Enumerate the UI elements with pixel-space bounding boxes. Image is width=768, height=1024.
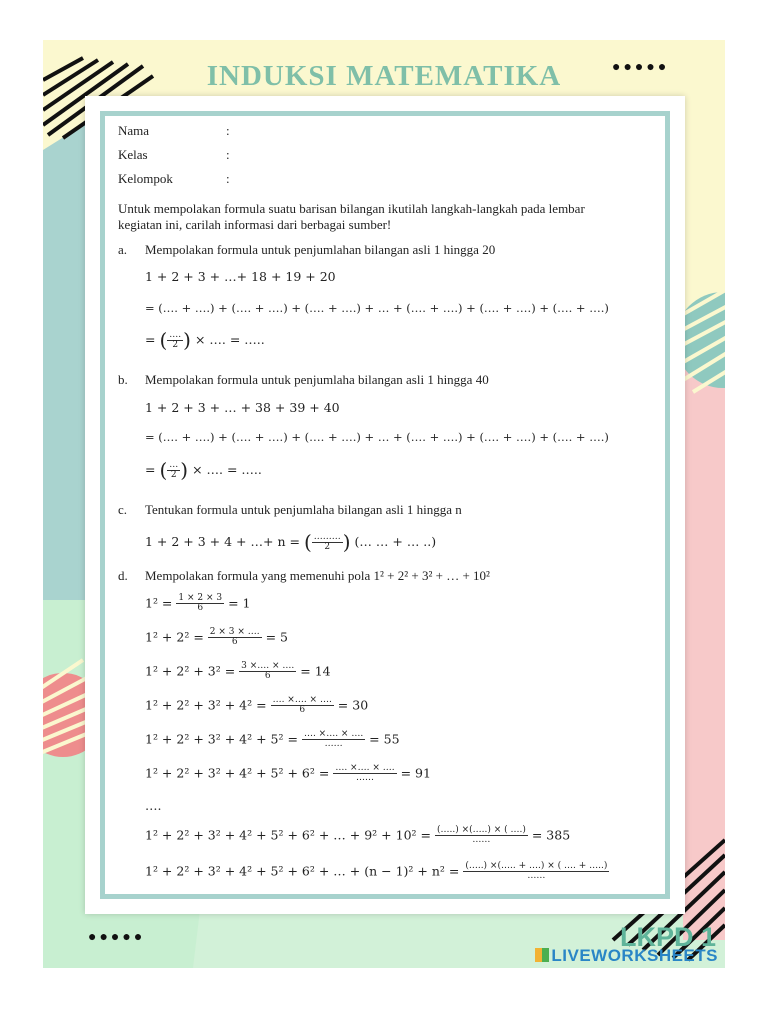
pattern-ellipsis: …. — [145, 798, 162, 813]
section-label: c. — [118, 502, 128, 517]
pattern-rhs: = 30 — [337, 697, 369, 713]
pattern-lhs: 1² + 2² + 3² + 4² = — [145, 697, 267, 713]
intro-line-1: Untuk mempolakan formula suatu barisan bilangan ikutilah langkah-langkah pada lembar — [118, 201, 585, 216]
pattern-row-n — [145, 862, 609, 882]
section-c-line-1: 1 + 2 + 3 + 4 + …+ n = ( $\frac{\dots\dots\dots}{2}$ ) (… … + … ..) — [145, 530, 437, 554]
section-c-heading — [118, 502, 462, 518]
section-text: Mempolakan formula yang memenuhi pola 1² + 2² + 3² + … + 10² — [145, 568, 490, 583]
section-d-heading — [118, 568, 490, 584]
pattern-lhs: 1² + 2² + 3² + 4² + 5² + 6² = — [145, 765, 330, 781]
section-a-line-3: = ( $\frac{\dots.}{2}$ ) × …. = ….. — [145, 328, 265, 352]
fraction: $\frac{\dots. \times\dots. \times \dots.}{6}$ — [272, 695, 332, 716]
fraction: $\frac{\dots. \times\dots. \times \dots.}{\dots\dots}$ — [303, 729, 364, 750]
pattern-lhs: 1² = — [145, 595, 173, 611]
pattern-row-5 — [145, 730, 400, 750]
liveworksheets-watermark — [535, 946, 718, 966]
pattern-rhs: = 5 — [265, 629, 289, 645]
pattern-row-2 — [145, 628, 288, 648]
field-label: Kelompok — [118, 171, 173, 186]
line-text: (… … + … ..) — [354, 534, 437, 549]
pattern-rhs: = 55 — [369, 731, 400, 747]
section-text: Mempolakan formula untuk penjumlahan bilangan asli 1 hingga 20 — [145, 242, 496, 257]
field-separator: : — [226, 147, 230, 162]
section-label: d. — [118, 568, 128, 583]
dots-bottom-left: ●●●●● — [88, 930, 146, 945]
fraction: $\frac{\dots. \times\dots. \times \dots.}{\dots\dots}$ — [335, 763, 395, 784]
field-kelompok — [118, 171, 230, 187]
section-text: Mempolakan formula untuk penjumlaha bilangan asli 1 hingga 40 — [145, 372, 489, 387]
pattern-row-10 — [145, 826, 570, 846]
pattern-rhs: = 1 — [228, 595, 251, 611]
field-nama — [118, 123, 230, 139]
intro-line-2: kegiatan ini, carilah informasi dari berbagai sumber! — [118, 217, 392, 232]
watermark-text: LIVEWORKSHEETS — [551, 946, 718, 965]
pattern-lhs: 1² + 2² + 3² + 4² + 5² + 6² + … + 9² + 10² = — [145, 827, 431, 843]
pattern-rhs: = 385 — [531, 827, 571, 843]
line-text: × …. = ….. — [192, 462, 262, 477]
fraction: $\frac{2 \times 3 \times \dots.}{6}$ — [209, 627, 260, 648]
section-text: Tentukan formula untuk penjumlaha bilangan asli 1 hingga n — [145, 502, 462, 517]
field-label: Kelas — [118, 147, 148, 162]
fraction: $\frac{\dots\dots\dots}{2}$ — [313, 531, 341, 552]
pattern-lhs: 1² + 2² + 3² + 4² + 5² = — [145, 731, 298, 747]
fraction: $\frac{(\dots..) \times(\dots..) \times ( \dots.)}{\dots\dots}$ — [436, 825, 526, 846]
pattern-lhs: 1² + 2² + 3² + 4² + 5² + 6² + … + (n − 1)² + n² = — [145, 863, 460, 879]
section-a-line-1: 1 + 2 + 3 + …+ 18 + 19 + 20 — [145, 269, 336, 284]
pattern-rhs: = 14 — [300, 663, 331, 679]
section-a-line-2: = (…. + ….) + (…. + ….) + (…. + ….) + … + (…. + ….) + (…. + ….) + (…. + ….) — [145, 301, 609, 315]
section-b-heading — [118, 372, 489, 388]
liveworksheets-logo-icon — [535, 948, 549, 962]
pattern-lhs: 1² + 2² = — [145, 629, 204, 645]
section-a-heading — [118, 242, 495, 258]
field-separator: : — [226, 171, 230, 186]
line-text: × …. = ….. — [194, 332, 265, 347]
section-label: b. — [118, 372, 128, 387]
line-text: 1 + 2 + 3 + 4 + …+ n = — [145, 534, 300, 549]
pattern-row-3 — [145, 662, 331, 682]
fraction: $\frac{1 \times 2 \times 3}{6}$ — [178, 593, 223, 614]
page-title: INDUKSI MATEMATIKA — [206, 60, 562, 92]
pattern-row-6 — [145, 764, 431, 784]
section-b-line-1: 1 + 2 + 3 + … + 38 + 39 + 40 — [145, 400, 340, 415]
pattern-lhs: 1² + 2² + 3² = — [145, 663, 236, 679]
dots-top-right: ●●●●● — [612, 60, 670, 75]
field-separator: : — [226, 123, 230, 138]
pattern-row-1 — [145, 594, 251, 614]
field-kelas — [118, 147, 230, 163]
section-b-line-3: = ( $\frac{\dots}{2}$ ) × …. = ….. — [145, 458, 262, 482]
fraction: $\frac{(\dots..) \times(\dots.. + \dots.) \times ( \dots. + \dots..)}{\dots\dots}$ — [465, 861, 608, 882]
lkpd-label: LKPD 1 — [619, 922, 716, 952]
fraction: $\frac{\dots}{2}$ — [169, 459, 179, 480]
fraction: $\frac{3 \times\dots. \times \dots.}{6}$ — [241, 661, 295, 682]
pattern-row-4 — [145, 696, 368, 716]
pattern-rhs: = 91 — [400, 765, 431, 781]
section-label: a. — [118, 242, 128, 257]
fraction: $\frac{\dots.}{2}$ — [169, 329, 182, 350]
section-b-line-2: = (…. + ….) + (…. + ….) + (…. + ….) + … + (…. + ….) + (…. + ….) + (…. + ….) — [145, 430, 609, 444]
field-label: Nama — [118, 123, 150, 138]
